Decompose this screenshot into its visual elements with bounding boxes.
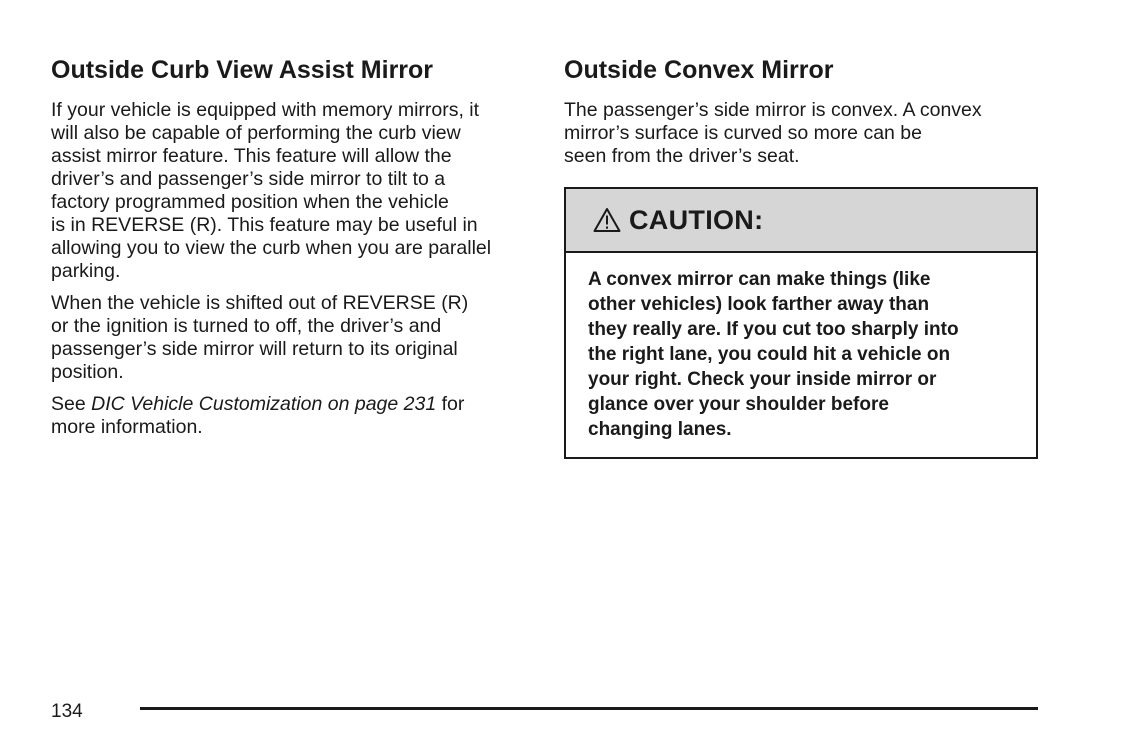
right-column xyxy=(564,55,1038,459)
text-line: is in REVERSE (R). This feature may be useful in xyxy=(51,214,478,236)
text-line: or the ignition is turned to off, the driver’s and xyxy=(51,315,442,337)
see-prefix: See xyxy=(51,393,92,415)
text-line: factory programmed position when the vehicle xyxy=(51,191,449,213)
warning-triangle-icon xyxy=(593,207,621,233)
caution-title: CAUTION: xyxy=(629,204,764,235)
text-line: will also be capable of performing the curb view xyxy=(51,122,461,144)
text-line: more information. xyxy=(51,416,203,438)
left-column xyxy=(51,55,521,448)
text-line: allowing you to view the curb when you are parallel xyxy=(51,237,492,259)
text-line: position. xyxy=(51,361,124,383)
curb-view-heading: Outside Curb View Assist Mirror xyxy=(51,56,434,84)
convex-mirror-paragraph xyxy=(564,99,1038,168)
see-suffix: for xyxy=(436,393,465,415)
text-line: If your vehicle is equipped with memory mirrors, it xyxy=(51,99,480,121)
text-line: passenger’s side mirror will return to its original xyxy=(51,338,458,360)
convex-mirror-heading: Outside Convex Mirror xyxy=(564,56,834,84)
footer-rule xyxy=(140,707,1038,710)
caution-line: the right lane, you could hit a vehicle on xyxy=(588,344,951,365)
caution-line: they really are. If you cut too sharply into xyxy=(588,319,959,340)
text-line: driver’s and passenger’s side mirror to tilt to a xyxy=(51,168,446,190)
text-line: When the vehicle is shifted out of REVERSE (R) xyxy=(51,292,469,314)
caution-line: your right. Check your inside mirror or xyxy=(588,369,937,390)
caution-line: other vehicles) look farther away than xyxy=(588,294,930,315)
curb-view-paragraph-1 xyxy=(51,99,521,283)
text-line: mirror’s surface is curved so more can be xyxy=(564,122,922,144)
text-line: The passenger’s side mirror is convex. A convex xyxy=(564,99,982,121)
text-line xyxy=(51,393,521,416)
cross-reference-link[interactable]: DIC Vehicle Customization on page 231 xyxy=(91,393,437,415)
text-line: assist mirror feature. This feature will allow the xyxy=(51,145,452,167)
caution-box xyxy=(564,187,1038,459)
curb-view-paragraph-2 xyxy=(51,292,521,384)
caution-line: A convex mirror can make things (like xyxy=(588,269,931,290)
page-number: 134 xyxy=(51,701,83,722)
caution-line: glance over your shoulder before xyxy=(588,394,889,415)
text-line: parking. xyxy=(51,260,121,282)
curb-view-paragraph-3 xyxy=(51,393,521,439)
text-line: seen from the driver’s seat. xyxy=(564,145,800,167)
caution-body xyxy=(566,253,1036,457)
caution-header xyxy=(566,189,1036,253)
caution-line: changing lanes. xyxy=(588,419,732,440)
